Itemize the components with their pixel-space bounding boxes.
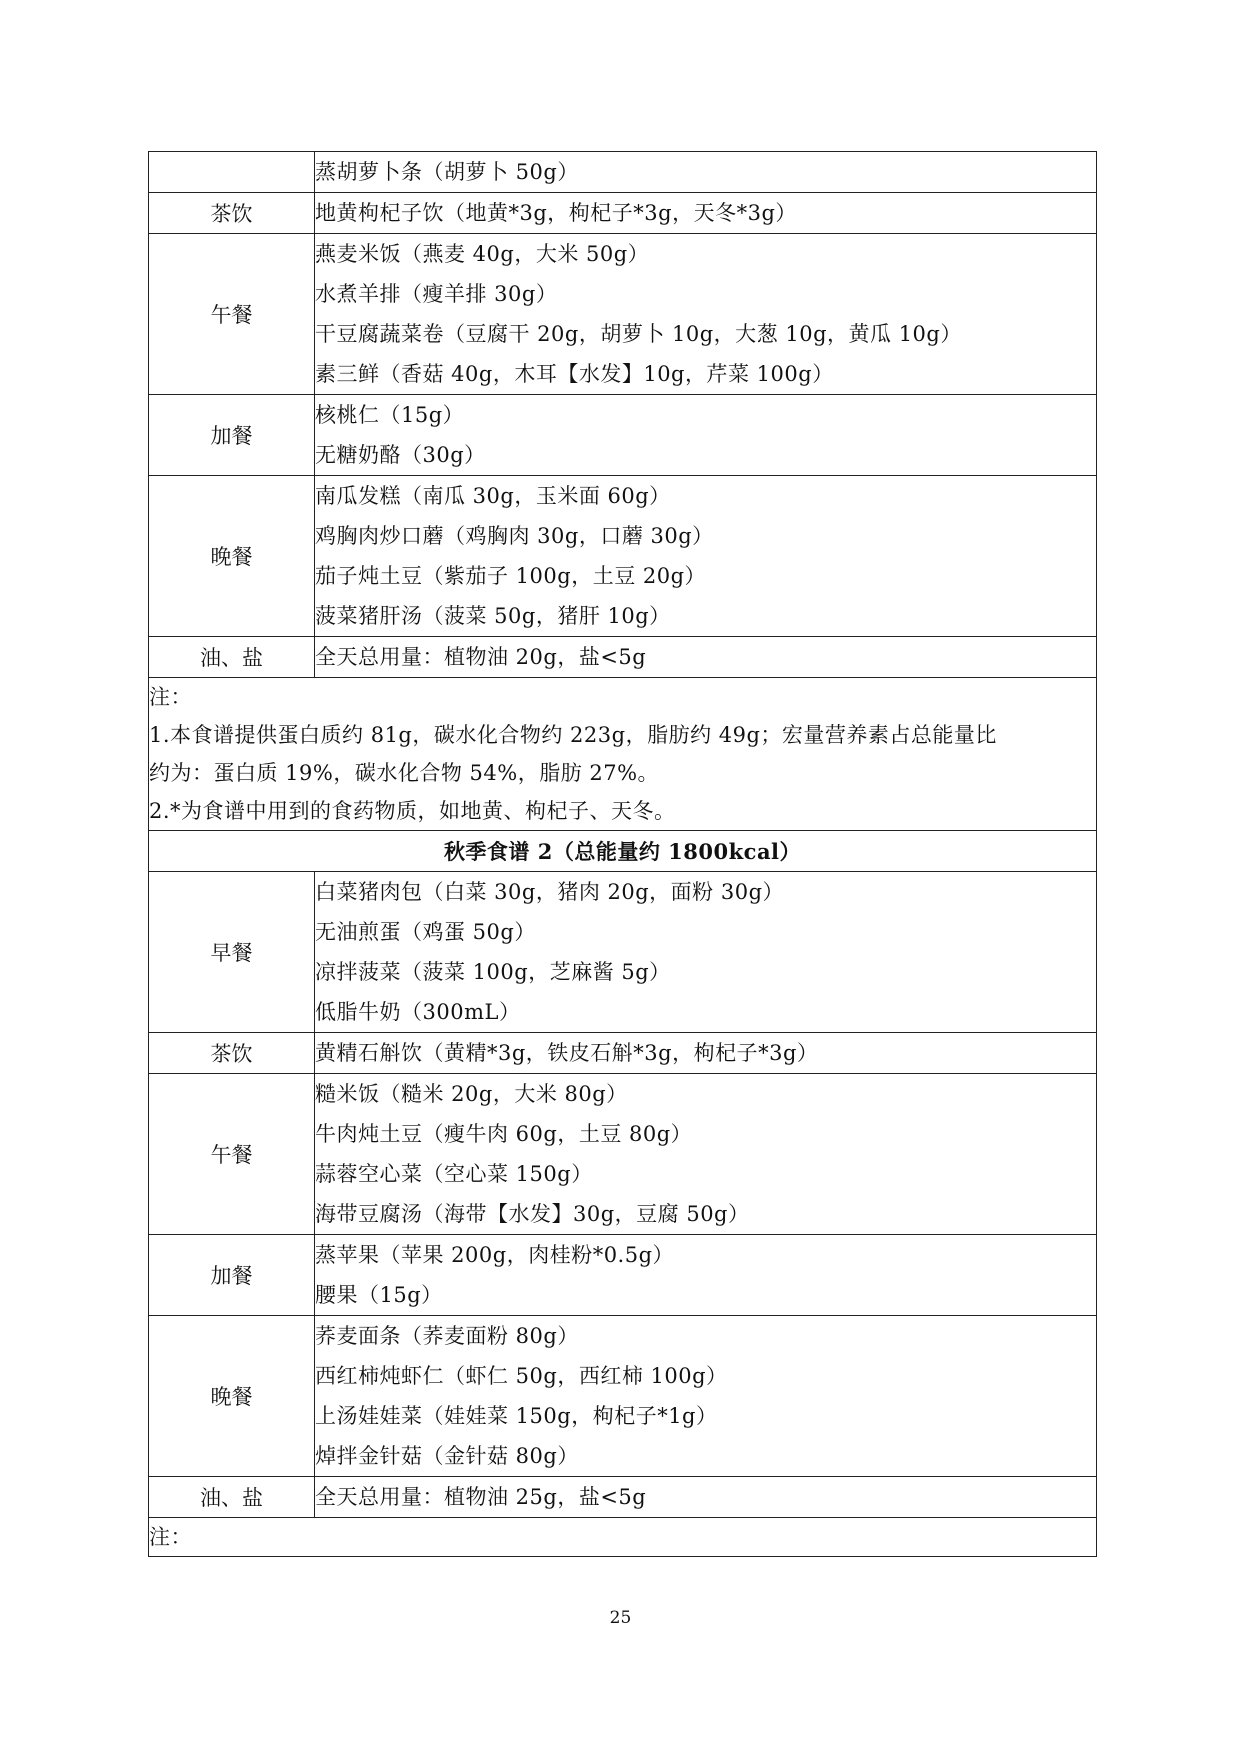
meal-category: 晚餐	[149, 1316, 315, 1477]
dish-line: 糙米饭（糙米 20g，大米 80g）	[315, 1082, 628, 1106]
notes-cell	[149, 1518, 1097, 1557]
meal-items	[315, 234, 1097, 395]
dish-line: 南瓜发糕（南瓜 30g，玉米面 60g）	[315, 484, 671, 508]
dish-line: 素三鲜（香菇 40g，木耳【水发】10g，芹菜 100g）	[315, 362, 834, 386]
section-heading-row	[149, 831, 1097, 872]
dish-line: 水煮羊排（瘦羊排 30g）	[315, 282, 558, 306]
meal-items	[315, 1235, 1097, 1316]
dish-line: 蒜蓉空心菜（空心菜 150g）	[315, 1162, 593, 1186]
table-row	[149, 395, 1097, 476]
meal-category: 茶饮	[149, 193, 315, 234]
dish-line: 海带豆腐汤（海带【水发】30g，豆腐 50g）	[315, 1202, 750, 1226]
meal-category	[149, 152, 315, 193]
dish-line: 全天总用量：植物油 20g，盐<5g	[315, 645, 647, 669]
meal-category: 茶饮	[149, 1033, 315, 1074]
table-row	[149, 1235, 1097, 1316]
dish-line: 腰果（15g）	[315, 1283, 443, 1307]
dish-line: 黄精石斛饮（黄精*3g，铁皮石斛*3g，枸杞子*3g）	[315, 1041, 819, 1065]
meal-items	[315, 193, 1097, 234]
table-row	[149, 1074, 1097, 1235]
table-row	[149, 152, 1097, 193]
meal-items	[315, 152, 1097, 193]
table-row	[149, 1477, 1097, 1518]
table-row	[149, 193, 1097, 234]
dish-line: 无糖奶酪（30g）	[315, 443, 486, 467]
dish-line: 燕麦米饭（燕麦 40g，大米 50g）	[315, 242, 650, 266]
recipe-table	[148, 151, 1097, 1557]
dish-line: 茄子炖土豆（紫茄子 100g，土豆 20g）	[315, 564, 707, 588]
dish-line: 白菜猪肉包（白菜 30g，猪肉 20g，面粉 30g）	[315, 880, 785, 904]
dish-line: 核桃仁（15g）	[315, 403, 465, 427]
notes-row	[149, 1518, 1097, 1557]
meal-category: 油、盐	[149, 637, 315, 678]
meal-category: 晚餐	[149, 476, 315, 637]
meal-category: 午餐	[149, 234, 315, 395]
meal-items	[315, 1316, 1097, 1477]
dish-line: 鸡胸肉炒口蘑（鸡胸肉 30g，口蘑 30g）	[315, 524, 714, 548]
meal-items	[315, 1033, 1097, 1074]
meal-category: 加餐	[149, 1235, 315, 1316]
page-number: 25	[609, 1608, 632, 1628]
section-heading: 秋季食谱 2（总能量约 1800kcal）	[149, 831, 1097, 872]
dish-line: 无油煎蛋（鸡蛋 50g）	[315, 920, 536, 944]
table-row	[149, 872, 1097, 1033]
dish-line: 菠菜猪肝汤（菠菜 50g，猪肝 10g）	[315, 604, 671, 628]
notes-cell	[149, 678, 1097, 831]
meal-items	[315, 637, 1097, 678]
meal-items	[315, 395, 1097, 476]
dish-line: 焯拌金针菇（金针菇 80g）	[315, 1444, 579, 1468]
meal-items	[315, 1477, 1097, 1518]
dish-line: 荞麦面条（荞麦面粉 80g）	[315, 1324, 579, 1348]
meal-items	[315, 476, 1097, 637]
table-row	[149, 234, 1097, 395]
table-row	[149, 637, 1097, 678]
dish-line: 蒸苹果（苹果 200g，肉桂粉*0.5g）	[315, 1243, 675, 1267]
dish-line: 西红柿炖虾仁（虾仁 50g，西红柿 100g）	[315, 1364, 728, 1388]
note-line: 注：	[149, 685, 192, 709]
meal-items	[315, 1074, 1097, 1235]
meal-category: 加餐	[149, 395, 315, 476]
dish-line: 全天总用量：植物油 25g，盐<5g	[315, 1485, 647, 1509]
note-line: 约为：蛋白质 19%，碳水化合物 54%，脂肪 27%。	[149, 761, 660, 785]
dish-line: 牛肉炖土豆（瘦牛肉 60g，土豆 80g）	[315, 1122, 693, 1146]
dish-line: 地黄枸杞子饮（地黄*3g，枸杞子*3g，天冬*3g）	[315, 201, 797, 225]
table-row	[149, 1316, 1097, 1477]
note-line: 2.*为食谱中用到的食药物质，如地黄、枸杞子、天冬。	[149, 799, 676, 823]
dish-line: 蒸胡萝卜条（胡萝卜 50g）	[315, 160, 579, 184]
table-row	[149, 1033, 1097, 1074]
dish-line: 低脂牛奶（300mL）	[315, 1000, 521, 1024]
meal-items	[315, 872, 1097, 1033]
table-row	[149, 476, 1097, 637]
meal-category: 午餐	[149, 1074, 315, 1235]
dish-line: 上汤娃娃菜（娃娃菜 150g，枸杞子*1g）	[315, 1404, 718, 1428]
note-line: 注：	[149, 1525, 192, 1549]
dish-line: 凉拌菠菜（菠菜 100g，芝麻酱 5g）	[315, 960, 671, 984]
notes-row	[149, 678, 1097, 831]
meal-category: 早餐	[149, 872, 315, 1033]
dish-line: 干豆腐蔬菜卷（豆腐干 20g，胡萝卜 10g，大葱 10g，黄瓜 10g）	[315, 322, 962, 346]
meal-category: 油、盐	[149, 1477, 315, 1518]
note-line: 1.本食谱提供蛋白质约 81g，碳水化合物约 223g，脂肪约 49g；宏量营养素占总能量比	[149, 723, 997, 747]
